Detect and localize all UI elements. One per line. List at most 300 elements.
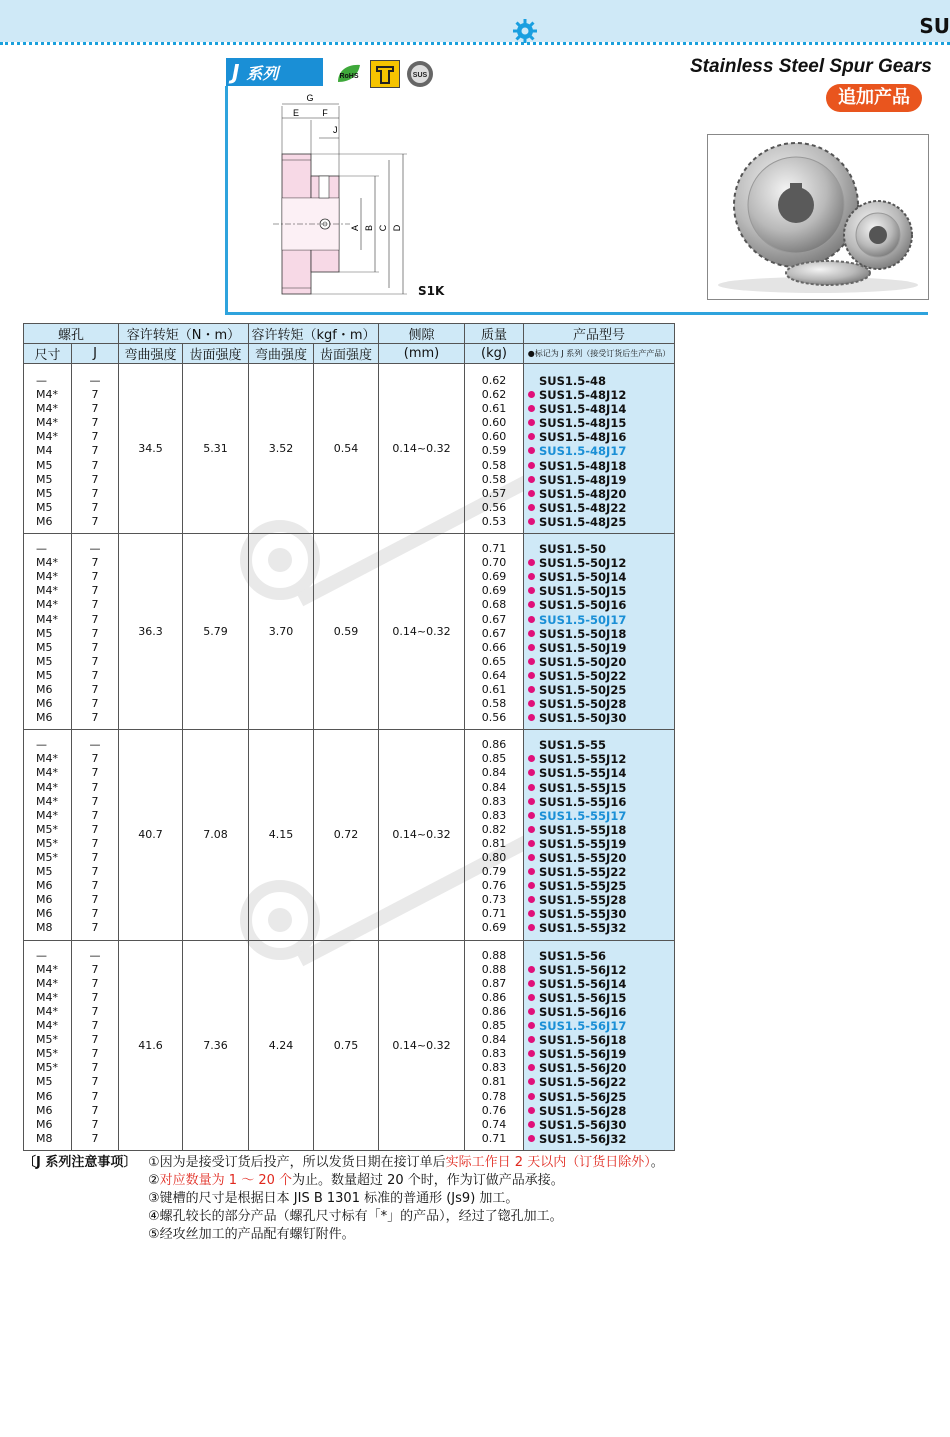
cell-size-item: M4* [36,612,58,626]
cell-mass-item: 0.86 [481,738,507,752]
table-row-group [24,364,675,534]
cell-model-item: SUS1.5-56J25 [528,1090,674,1104]
cell-size-item: — [36,948,47,962]
cell-model-item: SUS1.5-56J14 [528,977,674,991]
cell-size [24,534,72,730]
cell-j [72,364,119,534]
j-series-dot-icon [528,980,535,987]
cell-model [524,730,675,940]
cell-backlash: 0.14~0.32 [379,364,465,534]
cell-j-item: 7 [91,766,99,780]
cell-size-item: M4 [36,444,53,458]
dim-label-d: D [392,224,402,232]
cell-mass-item: 0.83 [481,808,507,822]
cell-mass-item: 0.71 [481,907,507,921]
cell-mass-item: 0.61 [481,682,507,696]
cell-model-item: SUS1.5-50J30 [528,711,674,725]
cell-j-item: 7 [91,612,99,626]
cell-mass-item: 0.62 [481,374,507,387]
cell-bending-nm: 36.3 [119,534,183,730]
cell-j-item: 7 [91,430,99,444]
cell-model-item: SUS1.5-48J19 [528,473,674,487]
j-series-dot-icon [528,462,535,469]
cell-mass-item: 0.65 [481,654,507,668]
cell-size-item: M6 [36,907,53,921]
j-series-dot-icon [528,419,535,426]
cell-model-item: SUS1.5-56J15 [528,991,674,1005]
cell-size-item: M5* [36,822,58,836]
j-series-dot-icon [528,882,535,889]
cell-mass-item: 0.56 [481,500,507,514]
cell-j-item: 7 [91,752,99,766]
cell-size-item: M4* [36,416,58,430]
dim-label-e: E [292,108,300,118]
j-series-dot-icon [528,700,535,707]
j-series-dot-icon [528,1036,535,1043]
cell-size-item: M6 [36,697,53,711]
cell-model-item: SUS1.5-55J32 [528,921,674,935]
gear-dimension-drawing [255,88,455,300]
cell-size-item: M4* [36,976,58,990]
col-bending-kgf: 弯曲强度 [249,344,314,364]
cell-j-item: 7 [91,865,99,879]
note-1: ①因为是接受订货后投产，所以发货日期在接订单后实际工作日 2 天以内（订货日除外）。 [148,1155,664,1170]
cell-j-item: 7 [91,626,99,640]
cell-surface-kgf: 0.72 [314,730,379,940]
cell-j-item: 7 [91,879,99,893]
cell-model-item: SUS1.5-50 [539,542,607,557]
cell-model-item: SUS1.5-56 [539,948,607,963]
j-series-dot-icon [528,755,535,762]
cell-size-item: M5 [36,486,53,500]
dim-label-f: F [322,108,328,118]
cell-model-item: SUS1.5-50J17 [528,613,674,627]
cell-mass-item: 0.74 [481,1117,507,1131]
key-icon [370,60,400,88]
cell-model-item: SUS1.5-48J18 [528,459,674,473]
cell-model-item: SUS1.5-56J17 [528,1019,674,1033]
j-series-dot-icon [528,1135,535,1142]
col-torque-nm: 容许转矩（N・m） [119,324,249,344]
cell-model-item: SUS1.5-48J25 [528,515,674,529]
cell-size-item: M6 [36,879,53,893]
cell-model-item: SUS1.5-48 [539,374,607,388]
cell-j-item: 7 [91,822,99,836]
cell-j-item: 7 [91,1019,99,1033]
cell-j-item: 7 [91,794,99,808]
cell-size-item: M5 [36,472,53,486]
rohs-label: RoHS [339,73,359,80]
cell-model-item: SUS1.5-50J20 [528,655,674,669]
cell-mass-item: 0.83 [481,1061,507,1075]
cell-model-item: SUS1.5-56J18 [528,1033,674,1047]
j-series-dot-icon [528,1022,535,1029]
cell-j-item: 7 [91,598,99,612]
j-series-dot-icon [528,868,535,875]
cell-surface-nm: 5.31 [183,364,249,534]
cell-backlash: 0.14~0.32 [379,730,465,940]
dim-label-a: A [350,224,360,232]
cell-size-item: — [36,542,47,556]
cell-size [24,730,72,940]
cell-surface-kgf: 0.75 [314,940,379,1150]
col-surface-kgf: 齿面强度 [314,344,379,364]
cell-model-item: SUS1.5-56J30 [528,1118,674,1132]
cell-mass-item: 0.60 [481,430,507,444]
cell-j-item: — [89,738,101,752]
cell-j-item: 7 [91,836,99,850]
cell-surface-nm: 5.79 [183,534,249,730]
cell-j-item: 7 [91,584,99,598]
cell-size-item: M5* [36,836,58,850]
cell-model-item: SUS1.5-48J15 [528,416,674,430]
cell-size-item: M5* [36,851,58,864]
j-series-dot-icon [528,573,535,580]
j-series-dot-icon [528,812,535,819]
cell-size-item: M6 [36,682,53,696]
cell-size-item: M4* [36,598,58,612]
cell-j-item: 7 [91,514,99,528]
dim-label-g: G [306,93,314,103]
col-backlash-unit: (mm) [379,344,465,364]
cell-model-item: SUS1.5-55J28 [528,893,674,907]
cell-size-item: M5* [36,1033,58,1047]
cell-size-item: M5 [36,626,53,640]
cell-j-item: 7 [91,458,99,472]
series-suffix: 系列 [246,64,279,83]
cell-size-item: M5 [36,865,53,879]
cell-size-item: M5 [36,654,53,668]
col-mass-unit: (kg) [465,344,524,364]
cell-mass-item: 0.84 [481,1033,507,1047]
cell-size [24,364,72,534]
cell-model-item: SUS1.5-50J15 [528,584,674,598]
cell-j-item: 7 [91,1089,99,1103]
cell-mass-item: 0.59 [481,444,507,458]
cell-size-item: M5* [36,1061,58,1075]
cell-model-item: SUS1.5-55J17 [528,809,674,823]
note-5: ⑤经攻丝加工的产品配有螺钉附件。 [148,1227,355,1242]
cell-mass-item: 0.60 [481,416,507,430]
cell-size-item: — [36,738,47,752]
cell-mass-item: 0.81 [481,1075,507,1089]
cell-size-item: M4* [36,584,58,598]
cell-j [72,534,119,730]
table-row-group [24,940,675,1150]
cell-bending-nm: 40.7 [119,730,183,940]
j-series-dot-icon [528,840,535,847]
cell-j-item: 7 [91,976,99,990]
cell-surface-nm: 7.08 [183,730,249,940]
cell-mass [465,940,524,1150]
j-series-dot-icon [528,616,535,623]
dim-label-b: B [364,224,374,232]
series-letter: J [232,60,240,84]
cell-surface-kgf: 0.54 [314,364,379,534]
cell-j [72,940,119,1150]
rohs-icon [334,62,364,86]
gear-photo [707,134,929,300]
table-row-group [24,730,675,940]
cell-size-item: M5* [36,1047,58,1061]
cell-backlash: 0.14~0.32 [379,940,465,1150]
cell-j-item: 7 [91,402,99,416]
cell-mass-item: 0.53 [481,514,507,528]
cell-size-item: M5 [36,668,53,682]
cell-j-item: 7 [91,907,99,921]
cell-model-item: SUS1.5-56J22 [528,1075,674,1089]
j-series-dot-icon [528,1107,535,1114]
cell-size-item: M6 [36,711,53,725]
cell-size-item: M6 [36,1103,53,1117]
cell-mass-item: 0.88 [481,948,507,962]
j-series-dot-icon [528,433,535,440]
cell-size-item: M4* [36,1004,58,1018]
cell-model-item: SUS1.5-55J19 [528,837,674,851]
cell-j [72,730,119,940]
cell-mass-item: 0.71 [481,1131,507,1145]
col-bending-nm: 弯曲强度 [119,344,183,364]
table-row-group [24,534,675,730]
cell-j-item: 7 [91,556,99,570]
cell-size-item: M4* [36,388,58,402]
cell-size-item: M4* [36,962,58,976]
note-2: ②对应数量为 1 ～ 20 个为止。数量超过 20 个时，作为订做产品承接。 [148,1173,564,1188]
cell-mass-item: 0.79 [481,865,507,879]
page-title: Stainless Steel Spur Gears [690,56,932,77]
cell-bending-kgf: 4.24 [249,940,314,1150]
series-badge [226,58,323,86]
cell-model-item: SUS1.5-56J28 [528,1104,674,1118]
cell-model [524,534,675,730]
cell-j-item: 7 [91,711,99,725]
cell-j-item: 7 [91,1033,99,1047]
cell-model-item: SUS1.5-48J16 [528,430,674,444]
cell-model-item: SUS1.5-55J15 [528,781,674,795]
cell-j-item: 7 [91,1047,99,1061]
cell-model-item: SUS1.5-48J22 [528,501,674,515]
top-bar-divider [0,42,950,45]
cell-model-item: SUS1.5-48J12 [528,388,674,402]
cell-model-item: SUS1.5-50J28 [528,697,674,711]
j-series-dot-icon [528,798,535,805]
cell-model-item: SUS1.5-50J18 [528,627,674,641]
j-series-dot-icon [528,447,535,454]
cell-bending-kgf: 4.15 [249,730,314,940]
cell-mass-item: 0.85 [481,1019,507,1033]
j-series-dot-icon [528,1050,535,1057]
spec-table [23,323,675,1151]
col-model-note: ●标记为 J 系列（接受订货后生产产品） [524,344,675,364]
cell-model-item: SUS1.5-55J30 [528,907,674,921]
cell-j-item: — [89,374,101,387]
cell-model-item: SUS1.5-48J20 [528,487,674,501]
cell-mass-item: 0.69 [481,584,507,598]
cell-mass-item: 0.84 [481,780,507,794]
cell-j-item: 7 [91,444,99,458]
cell-j-item: 7 [91,1117,99,1131]
col-screw-hole: 螺孔 [24,324,119,344]
cell-model-item: SUS1.5-55J14 [528,766,674,780]
col-model: 产品型号 [524,324,675,344]
cell-size-item: M4* [36,752,58,766]
j-series-dot-icon [528,714,535,721]
j-series-dot-icon [528,518,535,525]
cell-model-item: SUS1.5-55J16 [528,795,674,809]
j-series-dot-icon [528,1121,535,1128]
col-j: J [72,344,119,364]
cell-j-item: 7 [91,388,99,402]
cell-size-item: M4* [36,570,58,584]
cell-j-item: 7 [91,808,99,822]
cell-mass-item: 0.86 [481,1004,507,1018]
page-corner-text: SU [919,14,950,38]
cell-j-item: 7 [91,1004,99,1018]
cell-mass [465,534,524,730]
cell-model-item: SUS1.5-55J25 [528,879,674,893]
cell-j-item: 7 [91,472,99,486]
cell-model-item: SUS1.5-50J14 [528,570,674,584]
j-series-dot-icon [528,896,535,903]
j-series-dot-icon [528,658,535,665]
j-series-dot-icon [528,405,535,412]
cell-model-item: SUS1.5-55J22 [528,865,674,879]
cell-mass-item: 0.82 [481,822,507,836]
cell-size-item: M4* [36,780,58,794]
cell-size [24,940,72,1150]
cell-bending-nm: 34.5 [119,364,183,534]
cell-size-item: M6 [36,893,53,907]
cell-model-item: SUS1.5-50J19 [528,641,674,655]
cell-size-item: M6 [36,514,53,528]
j-series-dot-icon [528,769,535,776]
j-series-dot-icon [528,601,535,608]
cell-model-item: SUS1.5-56J12 [528,963,674,977]
cell-size-item: M8 [36,1131,53,1145]
cell-mass-item: 0.83 [481,1047,507,1061]
notes-heading: 〔J 系列注意事项〕 [23,1155,137,1170]
col-backlash: 侧隙 [379,324,465,344]
cell-j-item: 7 [91,697,99,711]
cell-mass-item: 0.68 [481,598,507,612]
cell-j-item: 7 [91,654,99,668]
cell-j-item: 7 [91,416,99,430]
cell-size-item: M4* [36,766,58,780]
cell-model-item: SUS1.5-50J25 [528,683,674,697]
cell-model-item: SUS1.5-56J16 [528,1005,674,1019]
j-series-dot-icon [528,826,535,833]
cell-mass-item: 0.85 [481,752,507,766]
cell-bending-kgf: 3.70 [249,534,314,730]
cell-model-item: SUS1.5-55J18 [528,823,674,837]
cell-size-item: M4* [36,808,58,822]
cell-mass-item: 0.81 [481,836,507,850]
note-4: ④螺孔较长的部分产品（螺孔尺寸标有「*」的产品），经过了锪孔加工。 [148,1209,563,1224]
cell-size-item: M6 [36,1117,53,1131]
cell-j-item: — [89,948,101,962]
cell-mass-item: 0.67 [481,612,507,626]
cell-j-item: 7 [91,682,99,696]
j-series-dot-icon [528,490,535,497]
j-series-dot-icon [528,587,535,594]
dim-label-c: C [378,224,388,232]
col-surface-nm: 齿面强度 [183,344,249,364]
cell-surface-kgf: 0.59 [314,534,379,730]
col-size: 尺寸 [24,344,72,364]
cell-mass-item: 0.80 [481,851,507,864]
cell-mass-item: 0.83 [481,794,507,808]
cell-size-item: M5 [36,1075,53,1089]
cell-j-item: 7 [91,990,99,1004]
cell-mass-item: 0.58 [481,472,507,486]
cell-model-item: SUS1.5-48J17 [528,444,674,458]
cell-mass-item: 0.58 [481,697,507,711]
gear-icon [512,18,538,44]
j-series-dot-icon [528,784,535,791]
j-series-dot-icon [528,910,535,917]
cell-j-item: 7 [91,893,99,907]
col-torque-kgf: 容许转矩（kgf・m） [249,324,379,344]
cell-bending-nm: 41.6 [119,940,183,1150]
cell-size-item: M4* [36,430,58,444]
j-series-dot-icon [528,1064,535,1071]
cell-bending-kgf: 3.52 [249,364,314,534]
cell-model-item: SUS1.5-50J22 [528,669,674,683]
cell-size-item: M6 [36,1089,53,1103]
j-series-dot-icon [528,924,535,931]
j-series-dot-icon [528,854,535,861]
cell-mass-item: 0.56 [481,711,507,725]
cell-backlash: 0.14~0.32 [379,534,465,730]
cell-model-item: SUS1.5-55 [539,738,607,753]
cell-j-item: 7 [91,1131,99,1145]
cell-mass-item: 0.73 [481,893,507,907]
cell-mass-item: 0.87 [481,976,507,990]
cell-j-item: 7 [91,780,99,794]
cell-mass-item: 0.84 [481,766,507,780]
cell-mass-item: 0.76 [481,1103,507,1117]
cell-model-item: SUS1.5-56J19 [528,1047,674,1061]
cell-size-item: M8 [36,921,53,935]
cell-size-item: M5 [36,640,53,654]
cell-mass-item: 0.76 [481,879,507,893]
cell-mass-item: 0.88 [481,962,507,976]
cell-mass-item: 0.71 [481,542,507,556]
j-series-dot-icon [528,504,535,511]
cell-model-item: SUS1.5-56J20 [528,1061,674,1075]
j-series-dot-icon [528,1008,535,1015]
cell-j-item: 7 [91,1075,99,1089]
cell-mass-item: 0.66 [481,640,507,654]
cell-j-item: 7 [91,851,99,864]
cell-size-item: M5 [36,458,53,472]
cell-mass-item: 0.69 [481,570,507,584]
cell-mass-item: 0.64 [481,668,507,682]
j-series-dot-icon [528,672,535,679]
j-series-dot-icon [528,966,535,973]
cell-mass [465,364,524,534]
col-mass: 质量 [465,324,524,344]
cell-j-item: 7 [91,668,99,682]
cell-j-item: 7 [91,962,99,976]
j-series-dot-icon [528,1078,535,1085]
cell-mass-item: 0.86 [481,990,507,1004]
cell-model-item: SUS1.5-48J14 [528,402,674,416]
cell-surface-nm: 7.36 [183,940,249,1150]
cell-mass-item: 0.57 [481,486,507,500]
cell-size-item: M4* [36,1019,58,1033]
top-bar [0,0,950,42]
